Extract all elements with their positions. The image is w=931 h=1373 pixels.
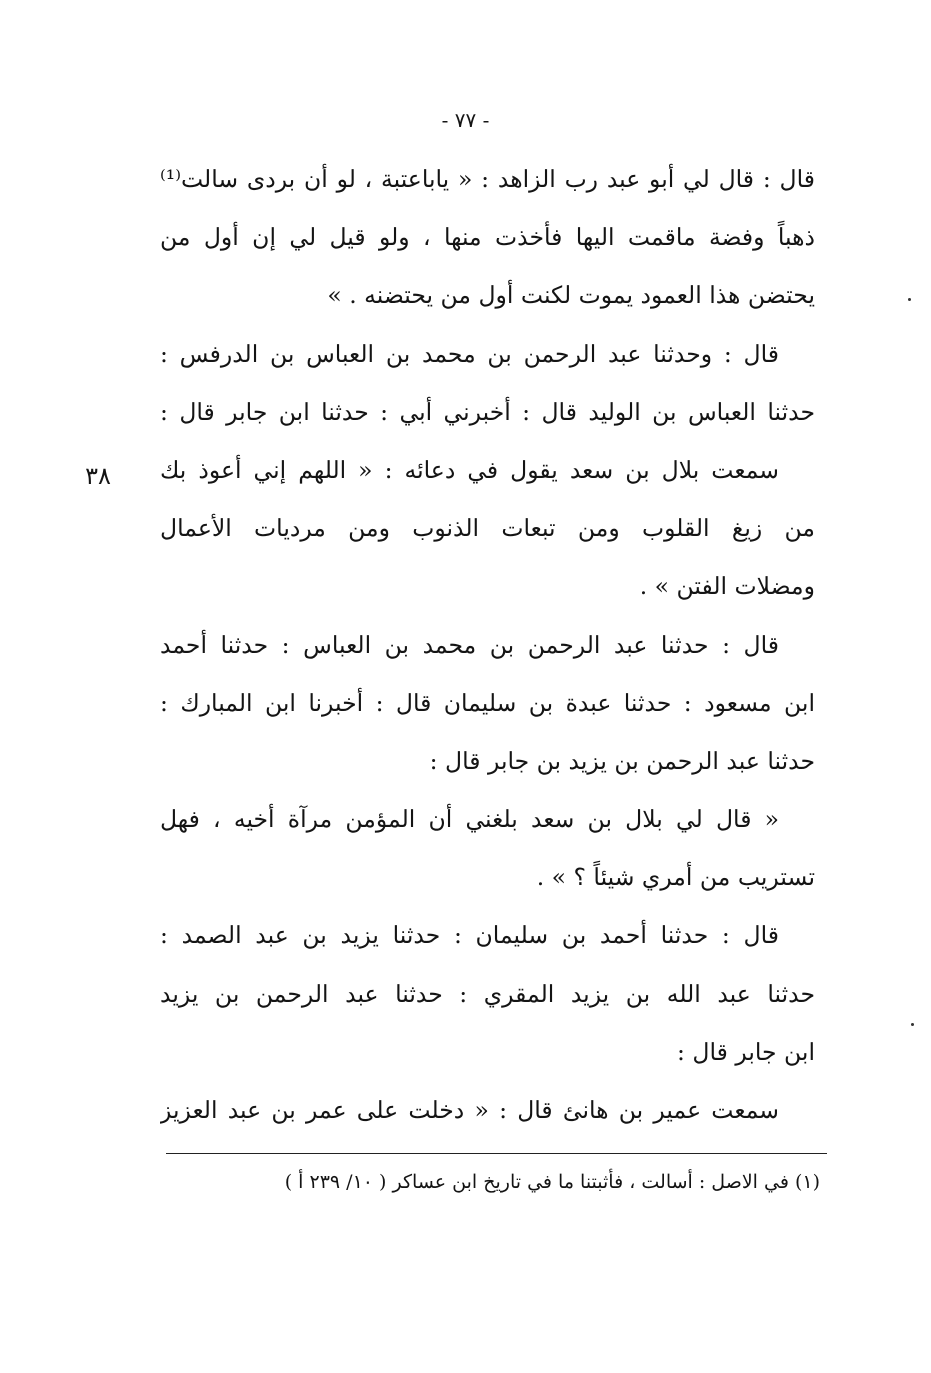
text-line: حدثنا عبد الله بن يزيد المقري : حدثنا عبد الرحمن بن يزيد	[160, 979, 815, 1008]
text-line: ومضلات الفتن » .	[639, 572, 815, 601]
text-line: تستريب من أمري شيئاً ؟ » .	[536, 863, 815, 892]
text-line: ابن جابر قال :	[677, 1037, 815, 1066]
text-line: سمعت بلال بن سعد يقول في دعائه : « اللهم إني أعوذ بك	[160, 455, 779, 484]
text-line: « قال لي بلال بن سعد بلغني أن المؤمن مرآة أخيه ، فهل	[160, 805, 779, 834]
text-line: حدثنا عبد الرحمن بن يزيد بن جابر قال :	[429, 746, 815, 775]
text-line: سمعت عمير بن هانئ قال : « دخلت على عمر بن عبد العزيز	[160, 1096, 779, 1124]
text-line: من زيغ القلوب ومن تبعات الذنوب ومن مرديات الأعمال	[160, 514, 815, 543]
footnote: (١) في الاصل : أسالت ، فأثبتنا ما في تاريخ ابن عساكر ( ١٠/ ٢٣٩ أ )	[284, 1171, 820, 1193]
text-line: قال : حدثنا أحمد بن سليمان : حدثنا يزيد بن عبد الصمد :	[160, 921, 779, 950]
text-line: يحتضن هذا العمود يموت لكنت أول من يحتضنه . »	[327, 281, 815, 310]
text-line: حدثنا العباس بن الوليد قال : أخبرني أبي : حدثنا ابن جابر قال :	[160, 397, 815, 426]
text-line: قال : حدثنا عبد الرحمن بن محمد بن العباس : حدثنا أحمد	[160, 630, 779, 659]
page-number: - ٧٧ -	[441, 108, 490, 132]
text-line: ابن مسعود : حدثنا عبدة بن سليمان قال : أخبرنا ابن المبارك :	[160, 688, 815, 717]
scan-speck	[911, 1023, 914, 1026]
text-line: ذهباً وفضة ماقمت اليها فأخذت منها ، ولو قيل لي إن أول من	[160, 223, 815, 252]
footnote-separator	[166, 1153, 827, 1154]
body-text	[160, 150, 815, 1139]
text-line: قال : قال لي أبو عبد رب الزاهد : « ياباعتبة ، لو أن بردى سالت⁽¹⁾	[160, 165, 815, 193]
margin-page-reference: ٣٨	[85, 462, 111, 490]
scan-speck	[908, 298, 911, 301]
text-line: قال : وحدثنا عبد الرحمن بن محمد بن العباس بن الدرفس :	[160, 339, 779, 368]
